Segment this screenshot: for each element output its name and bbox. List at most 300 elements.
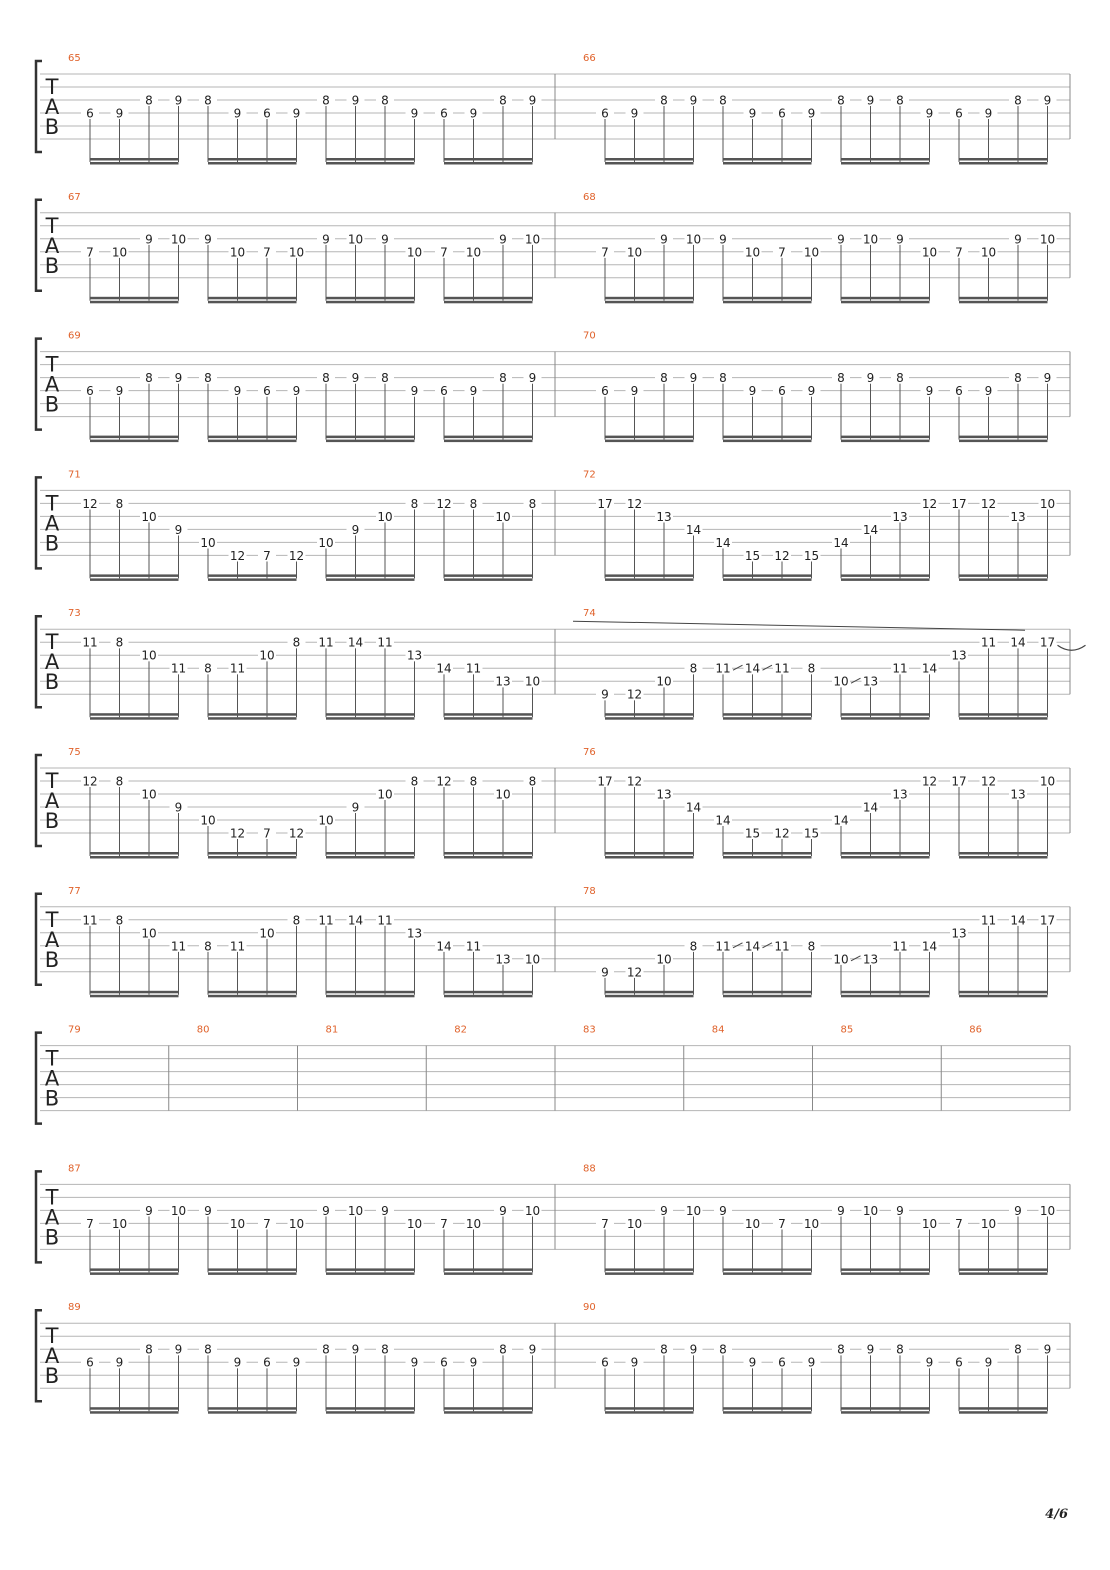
beam	[326, 162, 415, 165]
fret-number: 9	[925, 1355, 934, 1370]
fret-number: 8	[719, 93, 727, 108]
fret-number: 6	[778, 106, 786, 121]
beam	[841, 1268, 930, 1271]
system-bracket	[36, 339, 42, 430]
fret-number: 14	[862, 800, 879, 815]
tab-clef-letter: T	[45, 213, 59, 238]
fret-number: 10	[465, 245, 482, 260]
fret-number: 8	[204, 661, 212, 676]
measure-number: 81	[325, 1024, 339, 1036]
fret-number: 7	[263, 245, 271, 260]
fret-number: 9	[630, 106, 639, 121]
beam	[326, 713, 415, 716]
beam	[208, 856, 297, 859]
fret-number: 9	[866, 371, 875, 386]
fret-number: 11	[715, 661, 731, 676]
fret-number: 9	[322, 1203, 330, 1218]
fret-number: 17	[1039, 635, 1056, 650]
fret-number: 10	[259, 648, 275, 663]
beam	[605, 995, 694, 998]
beam	[208, 440, 297, 443]
beam	[444, 1411, 533, 1414]
measure-number: 68	[583, 191, 596, 203]
fret-number: 9	[145, 232, 153, 247]
fret-number: 8	[837, 93, 845, 108]
tab-clef-letter: B	[44, 1364, 60, 1389]
fret-number: 9	[292, 384, 301, 399]
fret-number: 9	[837, 232, 845, 247]
fret-number: 8	[896, 93, 904, 108]
fret-number: 8	[469, 496, 478, 511]
measure-number: 72	[583, 469, 596, 481]
fret-number: 7	[86, 245, 94, 260]
fret-number: 12	[288, 548, 305, 563]
fret-number: 13	[406, 648, 423, 663]
beam	[959, 297, 1048, 300]
fret-number: 14	[347, 635, 364, 650]
fret-number: 8	[145, 93, 153, 108]
fret-number: 10	[465, 1216, 482, 1231]
fret-number: 13	[406, 926, 423, 941]
system-bracket	[36, 616, 42, 707]
beam	[208, 158, 297, 161]
tab-clef-letter: T	[45, 630, 59, 655]
fret-number: 14	[1010, 635, 1026, 650]
beam	[841, 574, 930, 577]
fret-number: 6	[955, 106, 963, 121]
beam	[841, 717, 930, 720]
beam	[90, 991, 179, 994]
fret-number: 12	[921, 496, 938, 511]
fret-number: 8	[204, 1342, 212, 1357]
beam	[841, 162, 930, 165]
beam	[723, 436, 812, 439]
fret-number: 10	[141, 509, 157, 524]
beam	[90, 856, 179, 859]
fret-number: 14	[715, 813, 731, 828]
fret-number: 11	[170, 939, 187, 954]
beam	[723, 297, 812, 300]
fret-number: 8	[322, 93, 330, 108]
fret-number: 13	[495, 674, 511, 689]
fret-number: 17	[597, 496, 613, 511]
fret-number: 9	[660, 232, 668, 247]
tab-clef-letter: T	[45, 352, 59, 377]
beam	[841, 158, 930, 161]
fret-number: 9	[322, 232, 330, 247]
fret-number: 14	[744, 939, 761, 954]
fret-number: 10	[406, 1216, 423, 1231]
measure-number: 86	[969, 1024, 982, 1036]
fret-number: 8	[719, 371, 727, 386]
fret-number: 8	[115, 496, 124, 511]
beam	[959, 436, 1048, 439]
fret-number: 8	[381, 93, 389, 108]
fret-number: 10	[980, 245, 997, 260]
measure-number: 74	[583, 608, 596, 620]
fret-number: 10	[200, 813, 216, 828]
fret-number: 10	[656, 952, 672, 967]
fret-number: 9	[689, 93, 698, 108]
fret-number: 8	[322, 1342, 330, 1357]
beam	[723, 1411, 812, 1414]
beam	[444, 436, 533, 439]
fret-number: 9	[528, 371, 537, 386]
fret-number: 9	[469, 384, 478, 399]
tab-clef-letter: B	[44, 115, 60, 139]
measure-number: 70	[583, 330, 596, 342]
fret-number: 11	[465, 939, 482, 954]
fret-number: 17	[597, 774, 613, 789]
fret-number: 14	[685, 522, 702, 537]
fret-number: 8	[381, 371, 389, 386]
fret-number: 10	[288, 1216, 305, 1231]
beam	[208, 436, 297, 439]
fret-number: 11	[377, 635, 393, 650]
tie-mark	[1058, 645, 1086, 650]
fret-number: 12	[774, 548, 790, 563]
fret-number: 10	[833, 674, 849, 689]
fret-number: 9	[1043, 371, 1052, 386]
fret-number: 8	[528, 496, 537, 511]
beam	[208, 297, 297, 300]
fret-number: 10	[685, 1203, 702, 1218]
tab-clef-letter: A	[44, 372, 60, 397]
beam	[90, 574, 179, 577]
beam	[444, 574, 533, 577]
fret-number: 9	[351, 1342, 360, 1357]
beam	[959, 991, 1048, 994]
tab-clef-letter: B	[44, 947, 60, 972]
beam	[90, 301, 179, 304]
beam	[90, 713, 179, 716]
measure-number: 82	[454, 1024, 467, 1036]
fret-number: 17	[951, 774, 967, 789]
tab-clef-letter: B	[44, 392, 60, 417]
fret-number: 9	[351, 93, 360, 108]
fret-number: 7	[778, 245, 786, 260]
beam	[90, 1268, 179, 1271]
fret-number: 10	[377, 787, 393, 802]
beam	[959, 1268, 1048, 1271]
fret-number: 9	[837, 1203, 845, 1218]
beam	[841, 856, 930, 859]
fret-number: 10	[111, 245, 128, 260]
fret-number: 14	[685, 800, 702, 815]
fret-number: 8	[1014, 1342, 1022, 1357]
beam	[723, 301, 812, 304]
tab-clef-letter: T	[45, 1185, 59, 1210]
fret-number: 10	[862, 232, 879, 247]
fret-number: 9	[719, 232, 727, 247]
fret-number: 8	[1014, 371, 1022, 386]
fret-number: 8	[292, 913, 301, 928]
fret-number: 17	[951, 496, 967, 511]
beam	[723, 440, 812, 443]
measure-number: 76	[583, 747, 596, 758]
beam	[959, 856, 1048, 859]
fret-number: 10	[288, 245, 305, 260]
fret-number: 8	[204, 371, 212, 386]
beam	[326, 578, 415, 581]
measure-number: 80	[196, 1024, 210, 1036]
fret-number: 11	[318, 635, 334, 650]
beam	[723, 713, 812, 716]
beam	[959, 578, 1048, 581]
beam	[326, 1272, 415, 1275]
beam	[90, 162, 179, 165]
fret-number: 8	[145, 1342, 153, 1357]
fret-number: 10	[170, 232, 187, 247]
fret-number: 9	[748, 1355, 757, 1370]
fret-number: 13	[1010, 509, 1026, 524]
beam	[723, 1407, 812, 1410]
fret-number: 10	[862, 1203, 879, 1218]
fret-number: 7	[955, 245, 963, 260]
beam	[605, 301, 694, 304]
fret-number: 10	[833, 952, 849, 967]
fret-number: 9	[174, 1342, 183, 1357]
measure-number: 66	[583, 53, 596, 64]
system-bracket	[36, 1310, 42, 1401]
fret-number: 9	[115, 106, 124, 121]
fret-number: 10	[347, 1203, 364, 1218]
fret-number: 7	[440, 245, 448, 260]
measure-number: 71	[68, 469, 81, 481]
beam	[444, 991, 533, 994]
beam	[959, 440, 1048, 443]
fret-number: 9	[807, 106, 816, 121]
fret-number: 10	[1039, 232, 1056, 247]
beam	[841, 995, 930, 998]
fret-number: 14	[833, 535, 849, 550]
beam	[605, 440, 694, 443]
beam	[208, 991, 297, 994]
beam	[444, 856, 533, 859]
fret-number: 14	[833, 813, 849, 828]
beam	[90, 995, 179, 998]
fret-number: 11	[774, 661, 790, 676]
system-bracket	[36, 894, 42, 985]
fret-number: 9	[233, 106, 242, 121]
measure-number: 88	[583, 1163, 596, 1175]
fret-number: 9	[689, 371, 698, 386]
fret-number: 10	[229, 245, 246, 260]
fret-number: 13	[656, 509, 672, 524]
fret-number: 11	[377, 913, 393, 928]
tab-clef-letter: B	[44, 809, 60, 833]
fret-number: 10	[347, 232, 364, 247]
fret-number: 15	[803, 548, 820, 563]
beam	[444, 1407, 533, 1410]
beam	[326, 717, 415, 720]
fret-number: 13	[892, 509, 908, 524]
beam	[605, 574, 694, 577]
fret-number: 13	[862, 952, 879, 967]
beam	[605, 1407, 694, 1410]
measure-number: 77	[68, 885, 81, 897]
beam	[326, 856, 415, 859]
fret-number: 9	[528, 1342, 537, 1357]
fret-number: 12	[82, 774, 98, 789]
beam	[326, 1407, 415, 1410]
fret-number: 10	[170, 1203, 187, 1218]
fret-number: 15	[803, 826, 820, 841]
fret-number: 7	[778, 1216, 786, 1231]
beam	[605, 717, 694, 720]
fret-number: 6	[955, 1355, 963, 1370]
fret-number: 12	[436, 496, 452, 511]
fret-number: 8	[528, 774, 537, 789]
fret-number: 9	[174, 522, 183, 537]
fret-number: 12	[626, 496, 643, 511]
beam	[208, 578, 297, 581]
fret-number: 6	[263, 384, 271, 399]
tab-clef-letter: B	[44, 670, 60, 695]
beam	[326, 1411, 415, 1414]
fret-number: 9	[1043, 93, 1052, 108]
fret-number: 10	[744, 245, 761, 260]
measure-number: 79	[68, 1024, 81, 1036]
fret-number: 10	[524, 952, 541, 967]
beam	[90, 436, 179, 439]
fret-number: 9	[630, 1355, 639, 1370]
measure-number: 65	[68, 53, 81, 64]
fret-number: 6	[440, 106, 448, 121]
beam	[90, 852, 179, 855]
fret-number: 12	[288, 826, 305, 841]
measure-number: 90	[583, 1302, 596, 1314]
fret-number: 9	[630, 384, 639, 399]
fret-number: 13	[892, 787, 908, 802]
fret-number: 8	[204, 939, 212, 954]
fret-number: 6	[601, 384, 609, 399]
fret-number: 10	[141, 926, 157, 941]
beam	[208, 1411, 297, 1414]
beam	[841, 301, 930, 304]
fret-number: 13	[1010, 787, 1026, 802]
fret-number: 12	[229, 548, 246, 563]
fret-number: 8	[689, 661, 698, 676]
fret-number: 10	[495, 787, 511, 802]
fret-number: 14	[921, 939, 938, 954]
beam	[841, 991, 930, 994]
fret-number: 8	[807, 939, 816, 954]
beam	[959, 574, 1048, 577]
beam	[605, 852, 694, 855]
fret-number: 14	[862, 522, 879, 537]
tab-clef-letter: T	[45, 1046, 59, 1071]
tab-clef-letter: A	[44, 511, 60, 536]
fret-number: 6	[778, 384, 786, 399]
tab-clef-letter: A	[44, 1205, 60, 1230]
beam	[723, 995, 812, 998]
fret-number: 12	[980, 774, 997, 789]
fret-number: 10	[1039, 774, 1056, 789]
beam	[208, 574, 297, 577]
fret-number: 9	[896, 1203, 904, 1218]
fret-number: 8	[896, 371, 904, 386]
fret-number: 6	[601, 106, 609, 121]
fret-number: 9	[719, 1203, 727, 1218]
beam	[605, 1272, 694, 1275]
fret-number: 11	[229, 939, 246, 954]
tab-clef-letter: T	[45, 907, 59, 932]
fret-number: 10	[141, 648, 157, 663]
fret-number: 9	[292, 106, 301, 121]
fret-number: 8	[499, 371, 507, 386]
beam	[444, 995, 533, 998]
page-number: 4/6	[1045, 1507, 1068, 1522]
system-bracket	[36, 61, 42, 152]
fret-number: 9	[499, 1203, 507, 1218]
beam	[605, 158, 694, 161]
beam	[959, 995, 1048, 998]
beam	[208, 1407, 297, 1410]
beam	[959, 852, 1048, 855]
beam	[959, 1411, 1048, 1414]
fret-number: 6	[440, 384, 448, 399]
beam	[208, 995, 297, 998]
tab-clef-letter: T	[45, 769, 59, 793]
beam	[959, 717, 1048, 720]
beam	[326, 991, 415, 994]
beam	[326, 301, 415, 304]
system-bracket	[36, 755, 42, 846]
fret-number: 8	[322, 371, 330, 386]
tab-clef-letter: A	[44, 789, 60, 813]
beam	[841, 297, 930, 300]
measure-number: 87	[68, 1163, 81, 1175]
tab-clef-letter: A	[44, 233, 60, 258]
beam	[841, 1407, 930, 1410]
system-bracket	[36, 1033, 42, 1124]
beam	[444, 301, 533, 304]
fret-number: 8	[660, 1342, 668, 1357]
measure-number: 84	[711, 1024, 725, 1036]
fret-number: 9	[351, 800, 360, 815]
beam	[605, 162, 694, 165]
fret-number: 9	[925, 384, 934, 399]
fret-number: 9	[1014, 232, 1022, 247]
tab-clef-letter: T	[45, 491, 59, 516]
beam	[444, 713, 533, 716]
fret-number: 12	[82, 496, 98, 511]
beam	[444, 1268, 533, 1271]
fret-number: 11	[229, 661, 246, 676]
tab-clef-letter: A	[44, 1344, 60, 1369]
beam	[723, 574, 812, 577]
fret-number: 10	[626, 245, 643, 260]
fret-number: 9	[660, 1203, 668, 1218]
fret-number: 9	[174, 800, 183, 815]
fret-number: 7	[263, 826, 271, 841]
beam	[959, 713, 1048, 716]
fret-number: 14	[921, 661, 938, 676]
fret-number: 10	[495, 509, 511, 524]
fret-number: 10	[111, 1216, 128, 1231]
fret-number: 11	[892, 661, 908, 676]
fret-number: 14	[744, 661, 761, 676]
beam	[723, 1268, 812, 1271]
fret-number: 10	[744, 1216, 761, 1231]
fret-number: 9	[807, 384, 816, 399]
fret-number: 12	[626, 774, 643, 789]
fret-number: 10	[377, 509, 393, 524]
beam	[208, 162, 297, 165]
tab-clef-letter: T	[45, 1324, 59, 1349]
fret-number: 6	[86, 384, 94, 399]
